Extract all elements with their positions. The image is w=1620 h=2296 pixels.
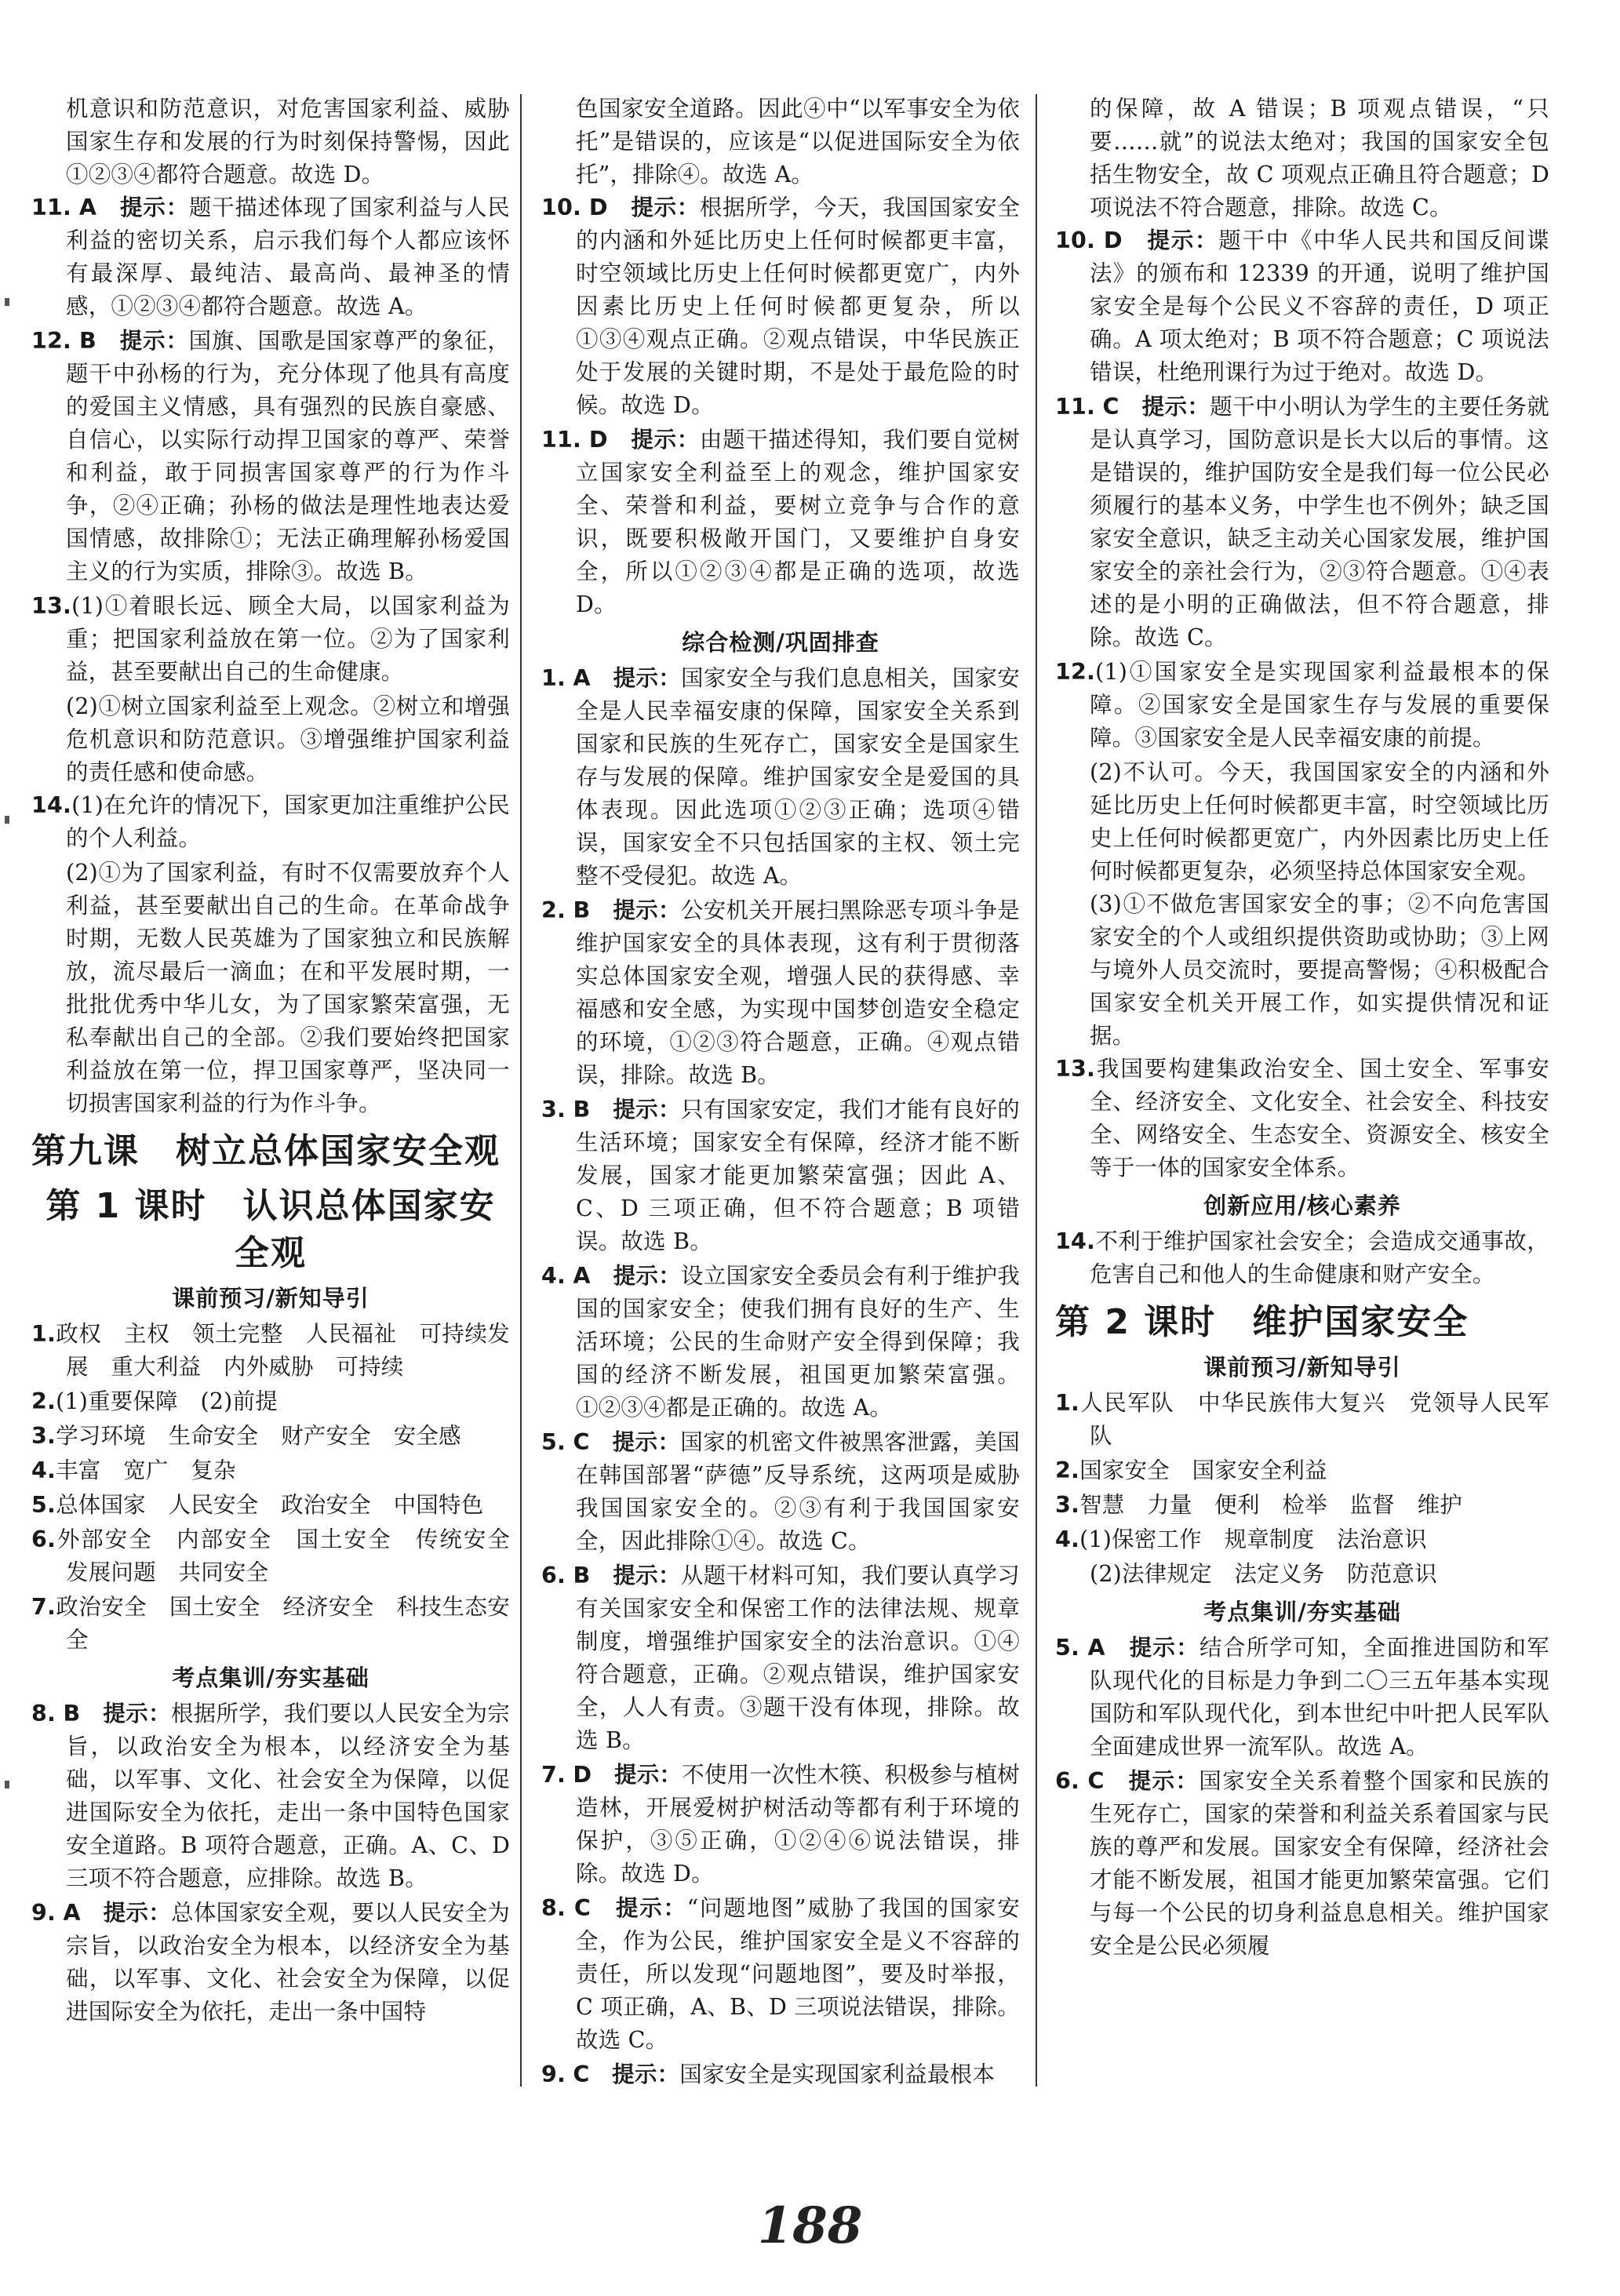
answer-item	[541, 1260, 1020, 1425]
hint-label: 提示：	[103, 1701, 171, 1727]
item-number: 11.	[31, 195, 72, 220]
answer-item	[31, 1318, 510, 1384]
item-number: 3.	[541, 1097, 566, 1123]
hint-label: 提示：	[1141, 394, 1210, 420]
answer-item	[1055, 1225, 1549, 1291]
answer-item	[1055, 391, 1549, 654]
item-number: 11.	[1055, 394, 1096, 420]
hint-label: 提示：	[103, 1900, 172, 1926]
answer-item	[541, 1759, 1020, 1890]
section-heading: 综合检测/巩固排查	[682, 629, 879, 656]
section-heading: 考点集训/夯实基础	[1203, 1599, 1401, 1625]
item-number: 13.	[1055, 1056, 1096, 1082]
item-text: 总体国家 人民安全 政治安全 中国特色	[56, 1492, 484, 1518]
answer-item	[541, 1892, 1020, 2057]
item-number: 9.	[31, 1900, 56, 1926]
answer-item	[1055, 224, 1549, 389]
answer-item	[541, 2058, 1020, 2091]
answer-letter: A	[573, 1263, 591, 1289]
item-text: 国旗、国歌是国家尊严的象征，题干中孙杨的行为，充分体现了他具有高度的爱国主义情感，具有强烈的民族自豪感、自信心，以实际行动捍卫国家的尊严、荣誉和利益，敢于同损害国家尊严的行为作斗争，②④正确；孙杨的做法是理性地表达爱国情感，故排除①；无法正确理解孙杨爱国主义的行为实质，排除③。故选 B。	[66, 328, 510, 584]
item-text: 由题干描述得知，我们要自觉树立国家安全利益至上的观念，维护国家安全、荣誉和利益，要树立竞争与合作的意识，既要积极敞开国门，又要维护自身安全，所以①②③④都是正确的选项，故选 D。	[576, 427, 1020, 617]
item-text: 不利于维护国家社会安全；会造成交通事故，危害自己和他人的生命健康和财产安全。	[1090, 1228, 1549, 1287]
item-text: 总体国家安全观，要以人民安全为宗旨，以政治安全为根本，以经济安全为基础，以军事、文化、社会安全为保障，以促进国际安全为依托，走出一条中国特	[66, 1900, 511, 2025]
binding-mark	[5, 816, 9, 824]
item-number: 2.	[1055, 1457, 1080, 1483]
item-number: 7.	[541, 1762, 566, 1788]
item-text: 只有国家安定，我们才能有良好的生活环境；国家安全有保障，经济才能不断发展，国家才能更加繁荣富强；因此 A、C、D 三项正确，但不符合题意；B 项错误。故选 B。	[576, 1097, 1020, 1254]
answer-letter: B	[573, 1563, 591, 1588]
item-number: 2.	[541, 897, 566, 923]
answer-letter: A	[1087, 1635, 1105, 1661]
answer-letter: C	[573, 1895, 592, 1921]
answer-paragraph: 色国家安全道路。因此④中“以军事安全为依托”是错误的，应该是“以促进国际安全为依托”，排除④。故选 A。	[576, 96, 1020, 187]
page-number: 188	[757, 2196, 863, 2255]
item-text: (1)重要保障 (2)前提	[56, 1388, 278, 1414]
item-number: 5.	[31, 1492, 56, 1518]
hint-label: 提示：	[613, 897, 681, 923]
answer-letter: B	[63, 1701, 81, 1727]
hint-label: 提示：	[613, 1263, 682, 1289]
answer-paragraph: (3)①不做危害国家安全的事；②不向危害国家安全的个人或组织提供资助或协助；③上网与境外人员交流时，要提高警惕；④积极配合国家安全机关开展工作，如实提供情况和证据。	[1090, 891, 1549, 1049]
answer-paragraph: 机意识和防范意识，对危害国家利益、威胁国家生存和发展的行为时刻保持警惕，因此①②③④都符合题意。故选 D。	[66, 96, 510, 187]
column-divider	[1036, 94, 1037, 2087]
hint-label: 提示：	[120, 195, 189, 220]
answer-item	[1055, 1632, 1549, 1763]
middle-column	[541, 93, 1020, 2093]
item-text: 题干描述体现了国家利益与人民利益的密切关系，启示我们每个人都应该怀有最深厚、最纯洁、最高尚、最神圣的情感，①②③④都符合题意。故选 A。	[66, 195, 511, 319]
item-number: 3.	[1055, 1492, 1080, 1518]
answer-item	[1055, 1765, 1549, 1963]
binding-mark	[5, 1781, 9, 1788]
answer-item	[31, 325, 510, 588]
item-text: 国家的机密文件被黑客泄露，美国在韩国部署“萨德”反导系统，这两项是威胁我国国家安全的。②③有利于我国国家安全，因此排除①④。故选 C。	[576, 1429, 1020, 1554]
hint-label: 提示：	[612, 1429, 681, 1455]
item-text: 题干中《中华人民共和国反间谍法》的颁布和 12339 的开通，说明了维护国家安全是每个公民义不容辞的责任，D 项正确。A 项太绝对；B 项不符合题意；C 项说法错误，杜绝刑课行为过于绝对。故选 D。	[1090, 227, 1550, 385]
hint-label: 提示：	[613, 1563, 681, 1588]
hint-label: 提示：	[631, 195, 700, 220]
item-text: 国家安全关系着整个国家和民族的生死存亡，国家的荣誉和利益关系着国家与民族的尊严和发展。国家安全有保障，经济社会才能不断发展，祖国才能更加繁荣富强。它们与每一个公民的切身利益息息相关。维护国家安全是公民必须履	[1090, 1768, 1549, 1959]
answer-letter: C	[1087, 1768, 1105, 1794]
answer-item	[31, 191, 510, 323]
item-number: 8.	[31, 1701, 56, 1727]
item-number: 4.	[1055, 1526, 1080, 1552]
answer-item	[541, 1559, 1020, 1757]
answer-item	[31, 1897, 510, 2029]
answer-letter: D	[573, 1762, 592, 1788]
item-text: 从题干材料可知，我们要认真学习有关国家安全和保密工作的法律法规、规章制度，增强维护国家安全的法治意识。①④符合题意，正确。②观点错误，维护国家安全，人人有责。③题干没有体现，排除。故选 B。	[576, 1563, 1020, 1753]
answer-letter: A	[78, 195, 97, 220]
answer-item	[31, 1697, 510, 1895]
item-number: 13.	[31, 593, 72, 619]
answer-item	[31, 1523, 533, 1589]
item-number: 7.	[31, 1594, 56, 1620]
hint-label: 提示：	[612, 2061, 680, 2087]
answer-item	[1055, 1523, 1549, 1556]
hint-label: 提示：	[613, 665, 682, 691]
right-column	[1055, 93, 1549, 1964]
item-text: 根据所学，我们要以人民安全为宗旨，以政治安全为根本，以经济安全为基础，以军事、文化、社会安全为保障，以促进国际安全为依托，走出一条中国特色国家安全道路。B 项符合题意，正确。A、C、D 三项不符合题意，应排除。故选 B。	[66, 1701, 510, 1891]
answer-letter: C	[573, 2061, 590, 2087]
item-text: 学习环境 生命安全 财产安全 安全感	[56, 1423, 461, 1449]
answer-item	[541, 191, 1020, 422]
item-text: 我国要构建集政治安全、国土安全、军事安全、经济安全、文化安全、社会安全、科技安全、网络安全、生态安全、资源安全、核安全等于一体的国家安全体系。	[1090, 1056, 1549, 1181]
answer-letter: B	[78, 328, 96, 354]
item-number: 4.	[541, 1263, 566, 1289]
answer-item	[1055, 1454, 1549, 1487]
answer-paragraph: 的保障，故 A 错误；B 项观点错误，“只要……就”的说法太绝对；我国的国家安全包括生物安全，故 C 项观点正确且符合题意；D 项说法不符合题意，排除。故选 C。	[1090, 96, 1549, 220]
hint-label: 提示：	[631, 427, 700, 453]
item-text: 人民军队 中华民族伟大复兴 党领导人民军队	[1079, 1390, 1549, 1449]
item-text: 政治安全 国土安全 经济安全 科技生态安全	[56, 1594, 510, 1653]
item-number: 10.	[541, 195, 582, 220]
answer-item	[1055, 1053, 1549, 1184]
item-text: (1)①国家安全是实现国家利益最根本的保障。②国家安全是国家生存与发展的重要保障。③国家安全是人民幸福安康的前提。	[1090, 659, 1549, 751]
left-column	[31, 93, 533, 2030]
answer-paragraph: (2)①为了国家利益，有时不仅需要放弃个人利益，甚至要献出自己的生命。在革命战争时期，无数人民英雄为了国家独立和民族解放，流尽最后一滴血；在和平发展时期，一批批优秀中华儿女，为了国家繁荣富强，无私奉献出自己的全部。②我们要始终把国家利益放在第一位，捍卫国家尊严，坚决同一切损害国家利益的行为作斗争。	[66, 860, 510, 1116]
item-number: 4.	[31, 1457, 56, 1483]
answer-letter: D	[588, 427, 608, 453]
lesson-title: 第九课 树立总体国家安全观	[31, 1131, 501, 1171]
lesson-title: 第 1 课时 认识总体国家安全观	[46, 1186, 496, 1273]
item-text: 外部安全 内部安全 国土安全 传统安全 发展问题 共同安全	[56, 1526, 533, 1585]
answer-item	[31, 1385, 510, 1418]
section-heading: 考点集训/夯实基础	[172, 1665, 370, 1691]
answer-paragraph: (2)①树立国家利益至上观念。②树立和增强危机意识和防范意识。③增强维护国家利益的责任感和使命感。	[66, 693, 510, 785]
answer-item	[541, 662, 1020, 893]
section-heading: 创新应用/核心素养	[1203, 1192, 1401, 1219]
item-number: 12.	[1055, 659, 1096, 685]
hint-label: 提示：	[119, 328, 189, 354]
item-number: 10.	[1055, 227, 1096, 253]
answer-item	[31, 1591, 510, 1657]
item-number: 3.	[31, 1423, 56, 1449]
answer-item	[31, 789, 510, 855]
answer-item	[31, 1420, 510, 1453]
item-number: 6.	[541, 1563, 566, 1588]
item-number: 1.	[541, 665, 566, 691]
answer-letter: D	[1103, 227, 1123, 253]
item-number: 5.	[1055, 1635, 1080, 1661]
item-number: 11.	[541, 427, 582, 453]
answer-item	[541, 424, 1020, 621]
item-text: 根据所学，今天，我国国家安全的内涵和外延比历史上任何时候都更丰富，时空领域比历史上任何时候都更宽广，内外因素比历史上任何时候都更复杂，所以①③④观点正确。②观点错误，中华民族正处于发展的关键时期，不是处于最危险的时候。故选 D。	[576, 195, 1020, 418]
item-number: 5.	[541, 1429, 566, 1455]
item-number: 14.	[1055, 1228, 1096, 1254]
item-number: 9.	[541, 2061, 566, 2087]
section-heading: 课前预习/新知导引	[172, 1285, 370, 1312]
item-text: 丰富 宽广 复杂	[56, 1457, 236, 1483]
item-text: (1)在允许的情况下，国家更加注重维护公民的个人利益。	[66, 792, 510, 851]
answer-item	[1055, 1387, 1549, 1453]
item-text: (1)保密工作 规章制度 法治意识	[1079, 1526, 1427, 1552]
answer-letter: A	[573, 665, 591, 691]
answer-letter: B	[573, 1097, 591, 1123]
item-number: 14.	[31, 792, 72, 818]
item-text: “问题地图”威胁了我国的国家安全，作为公民，维护国家安全是义不容辞的责任，所以发现“问题地图”，要及时举报，C 项正确，A、B、D 三项说法错误，排除。故选 C。	[576, 1895, 1020, 2053]
item-text: (1)①着眼长远、顾全大局，以国家利益为重；把国家利益放在第一位。②为了国家利益，甚至要献出自己的生命健康。	[66, 593, 510, 685]
item-text: 国家安全是实现国家利益最根本	[679, 2061, 996, 2087]
hint-label: 提示：	[615, 1895, 687, 1921]
item-number: 6.	[1055, 1768, 1080, 1794]
answer-item	[541, 1426, 1020, 1558]
item-text: 题干中小明认为学生的主要任务就是认真学习，国防意识是长大以后的事情。这是错误的，维护国防安全是我们每一位公民必须履行的基本义务，中学生也不例外；缺乏国家安全意识，缺乏主动关心国家发展，维护国家安全的亲社会行为，②③符合题意。①④表述的是小明的正确做法，但不符合题意，排除。故选 C。	[1090, 394, 1549, 650]
answer-paragraph: (2)不认可。今天，我国国家安全的内涵和外延比历史上任何时候都更丰富，时空领域比历史上任何时候都更宽广，内外因素比历史上任何时候都更复杂，必须坚持总体国家安全观。	[1090, 759, 1549, 884]
answer-letter: A	[63, 1900, 81, 1926]
answer-item	[541, 894, 1020, 1092]
hint-label: 提示：	[613, 1762, 683, 1788]
answer-letter: B	[573, 897, 591, 923]
item-text: 政权 主权 领土完整 人民福祉 可持续发展 重大利益 内外威胁 可持续	[56, 1321, 510, 1380]
lesson-title: 第 2 课时 维护国家安全	[1055, 1302, 1469, 1342]
binding-mark	[5, 298, 9, 306]
hint-label: 提示：	[613, 1097, 681, 1123]
item-text: 不使用一次性木筷、积极参与植树造林，开展爱树护树活动等都有利于环境的保护，③⑤正确，①②④⑥说法错误，排除。故选 D。	[576, 1762, 1020, 1887]
answer-item	[1055, 1489, 1549, 1522]
item-text: 国家安全与我们息息相关，国家安全是人民幸福安康的保障，国家安全关系到国家和民族的生死存亡，国家安全是国家生存与发展的保障。维护国家安全是爱国的具体表现。因此选项①②③正确；选项④错误，国家安全不只包括国家的主权、领土完整不受侵犯。故选 A。	[576, 665, 1021, 889]
item-number: 1.	[31, 1321, 56, 1347]
answer-item	[31, 1454, 510, 1487]
answer-letter: C	[1102, 394, 1119, 420]
item-text: 国家安全 国家安全利益	[1079, 1457, 1327, 1483]
item-number: 1.	[1055, 1390, 1080, 1416]
answer-item	[541, 1093, 1020, 1258]
section-heading: 课前预习/新知导引	[1203, 1354, 1401, 1381]
item-number: 6.	[31, 1526, 56, 1552]
answer-item	[1055, 656, 1549, 755]
answer-paragraph: (2)法律规定 法定义务 防范意识	[1090, 1561, 1437, 1587]
hint-label: 提示：	[1129, 1635, 1200, 1661]
item-text: 智慧 力量 便利 检举 监督 维护	[1079, 1492, 1462, 1518]
item-text: 公安机关开展扫黑除恶专项斗争是维护国家安全的具体表现，这有利于贯彻落实总体国家安全观，增强人民的获得感、幸福感和安全感，为实现中国梦创造安全稳定的环境，①②③符合题意，正确。④观点错误，排除。故选 B。	[576, 897, 1020, 1088]
answer-item	[31, 590, 510, 689]
item-number: 2.	[31, 1388, 56, 1414]
answer-letter: D	[588, 195, 608, 220]
column-divider	[520, 94, 522, 2087]
item-number: 8.	[541, 1895, 566, 1921]
item-number: 12.	[31, 328, 72, 354]
answer-letter: C	[573, 1429, 590, 1455]
item-text: 设立国家安全委员会有利于维护我国的国家安全；使我们拥有良好的生产、生活环境；公民的生命财产安全得到保障；我国的经济不断发展，祖国更加繁荣富强。①②③④都是正确的。故选 A。	[576, 1263, 1021, 1421]
answer-item	[31, 1489, 510, 1522]
hint-label: 提示：	[1128, 1768, 1200, 1794]
hint-label: 提示：	[1147, 227, 1219, 253]
item-text: 结合所学可知，全面推进国防和军队现代化的目标是力争到二〇三五年基本实现国防和军队现代化，到本世纪中叶把人民军队全面建成世界一流军队。故选 A。	[1090, 1635, 1550, 1759]
